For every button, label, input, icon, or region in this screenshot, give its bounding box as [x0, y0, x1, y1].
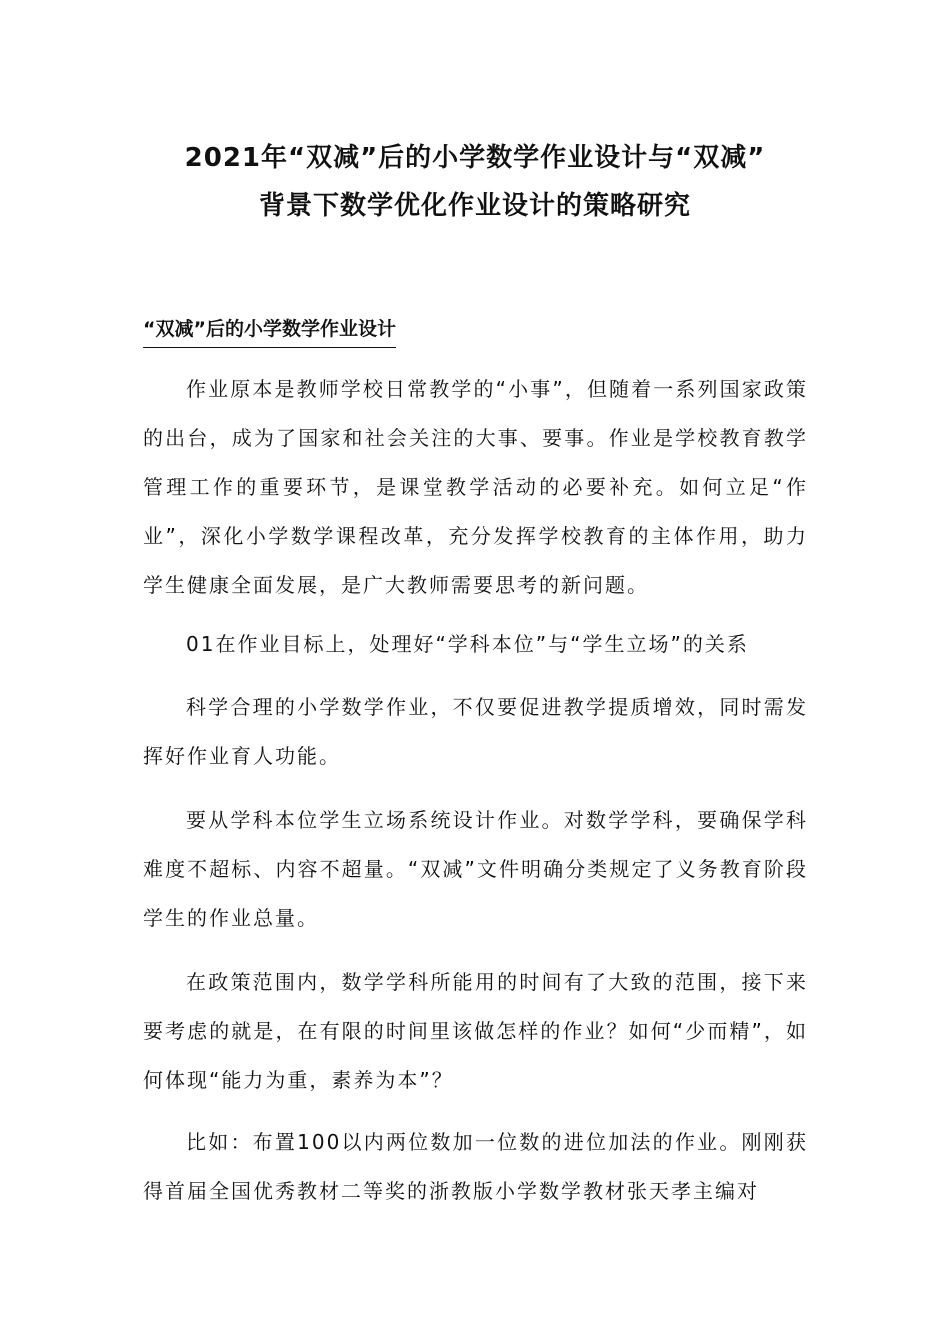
document-title-line-1: 2021年“双减”后的小学数学作业设计与“双减” [184, 143, 766, 173]
paragraph-intro: 作业原本是教师学校日常教学的“小事”，但随着一系列国家政策的出台，成为了国家和社会关注的大事、要事。作业是学校教育教学管理工作的重要环节，是课堂教学活动的必要补充。如何立足“作业”，深化小学数学课程改革，充分发挥学校教育的主体作用，助力学生健康全面发展，是广大教师需要思考的新问题。 [143, 377, 808, 597]
paragraph-example: 比如：布置100以内两位数加一位数的进位加法的作业。刚刚获得首届全国优秀教材二等奖的浙教版小学数学教材张天孝主编对 [143, 1130, 808, 1203]
paragraph-policy-scope: 在政策范围内，数学学科所能用的时间有了大致的范围，接下来要考虑的就是，在有限的时间里该做怎样的作业？如何“少而精”，如何体现“能力为重，素养为本”？ [143, 970, 808, 1092]
section-heading: “双减”后的小学数学作业设计 [143, 314, 396, 348]
document-title-line-2: 背景下数学优化作业设计的策略研究 [258, 191, 691, 221]
paragraph-subject-standpoint: 要从学科本位学生立场系统设计作业。对数学学科，要确保学科难度不超标、内容不超量。“双减”文件明确分类规定了义务教育阶段学生的作业总量。 [143, 808, 808, 930]
paragraph-subheading-01: 01在作业目标上，处理好“学科本位”与“学生立场”的关系 [186, 632, 749, 656]
paragraph-homework-function: 科学合理的小学数学作业，不仅要促进教学提质增效，同时需发挥好作业育人功能。 [143, 695, 808, 768]
